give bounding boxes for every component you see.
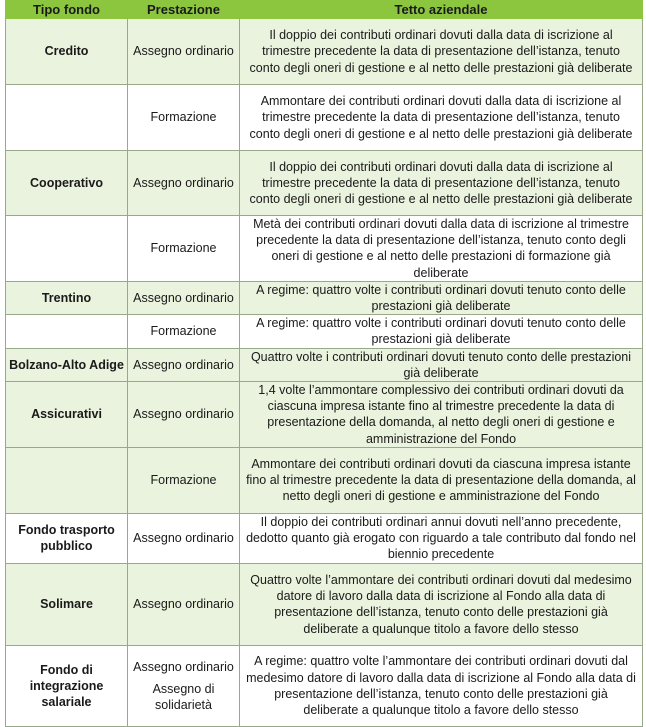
- company-cap-text: 1,4 volte l’ammontare complessivo dei contributi ordinari dovuti da ciascuna impresa istante fino al trimestre precedente la data di presentazione della domanda, al netto degli oneri di gestione e amministrazione del Fondo: [240, 382, 643, 448]
- service-name: Formazione: [128, 315, 240, 348]
- company-cap-text: Quattro volte i contributi ordinari dovuti tenuto conto delle prestazioni già deliberate: [240, 348, 643, 381]
- fund-name: Fondo trasporto pubblico: [6, 513, 128, 563]
- service-name: Formazione: [128, 85, 240, 151]
- table-row: [6, 216, 643, 282]
- header-tetto-aziendale: Tetto aziendale: [240, 1, 643, 19]
- fund-name: Credito: [6, 19, 128, 85]
- service-cell: [128, 645, 240, 726]
- table-row: [6, 348, 643, 381]
- service-name-secondary: Assegno di solidarietà: [152, 681, 215, 712]
- table-row: [6, 447, 643, 513]
- fund-name: [6, 315, 128, 348]
- fund-name: [6, 216, 128, 282]
- company-cap-text: Il doppio dei contributi ordinari annui dovuti nell’anno precedente, dedotto quanto già erogato con riguardo a tale contributo dal fondo nel biennio precedente: [240, 513, 643, 563]
- company-cap-text: Ammontare dei contributi ordinari dovuti da ciascuna impresa istante fino al trimestre precedente la data di presentazione della domanda, al netto degli oneri di gestione e amministrazione del Fondo: [240, 447, 643, 513]
- company-cap-text: Ammontare dei contributi ordinari dovuti dalla data di iscrizione al trimestre precedente la data di presentazione dell’istanza, tenuto conto degli oneri di gestione e al netto delle prestazioni già deliberate: [240, 85, 643, 151]
- table-row: [6, 513, 643, 563]
- company-cap-text: Metà dei contributi ordinari dovuti dalla data di iscrizione al trimestre precedente la data di presentazione dell’istanza, tenuto conto degli oneri di gestione e al netto delle prestazioni di formazione già deliberate: [240, 216, 643, 282]
- fund-name: [6, 447, 128, 513]
- service-name: Assegno ordinario: [128, 382, 240, 448]
- company-cap-text: Il doppio dei contributi ordinari dovuti dalla data di iscrizione al trimestre precedente la data di presentazione dell’istanza, tenuto conto degli oneri di gestione e al netto delle prestazioni già deliberate: [240, 151, 643, 216]
- table-header-row: [6, 1, 643, 19]
- service-name: Assegno ordinario: [128, 151, 240, 216]
- table-row: [6, 85, 643, 151]
- fund-name: Assicurativi: [6, 382, 128, 448]
- company-cap-text: Il doppio dei contributi ordinari dovuti dalla data di iscrizione al trimestre precedente la data di presentazione dell’istanza, tenuto conto degli oneri di gestione e al netto delle prestazioni già deliberate: [240, 19, 643, 85]
- company-cap-text: Quattro volte l’ammontare dei contributi ordinari dovuti dal medesimo datore di lavoro dalla data di iscrizione al Fondo alla data di presentazione dell’istanza, tenuto conto delle prestazioni già deliberate a qualunque titolo a favore dello stesso: [240, 563, 643, 645]
- fund-cap-table: [5, 0, 643, 727]
- service-name: Assegno ordinario: [128, 281, 240, 314]
- fund-name: [6, 85, 128, 151]
- fund-name: Solimare: [6, 563, 128, 645]
- fund-name: Cooperativo: [6, 151, 128, 216]
- table-row: [6, 281, 643, 314]
- company-cap-text: A regime: quattro volte i contributi ordinari dovuti tenuto conto delle prestazioni già deliberate: [240, 315, 643, 348]
- service-name: Assegno ordinario: [133, 659, 234, 674]
- table-row: [6, 315, 643, 348]
- fund-name: Trentino: [6, 281, 128, 314]
- fund-name: Bolzano-Alto Adige: [6, 348, 128, 381]
- service-name: Formazione: [128, 447, 240, 513]
- table-row: [6, 151, 643, 216]
- fund-name: Fondo di integrazione salariale: [6, 645, 128, 726]
- service-name: Assegno ordinario: [128, 563, 240, 645]
- table-row: [6, 382, 643, 448]
- header-prestazione: Prestazione: [128, 1, 240, 19]
- service-name: Assegno ordinario: [128, 348, 240, 381]
- company-cap-text: A regime: quattro volte l’ammontare dei contributi ordinari dovuti dal medesimo datore di lavoro dalla data di iscrizione al Fondo alla data di presentazione dell’istanza, tenuto conto delle prestazioni già deliberate a qualunque titolo a favore dello stesso: [240, 645, 643, 726]
- service-name: Formazione: [128, 216, 240, 282]
- table-row: [6, 563, 643, 645]
- service-name: Assegno ordinario: [128, 19, 240, 85]
- table-row: [6, 19, 643, 85]
- table-row: [6, 645, 643, 726]
- service-name: Assegno ordinario: [128, 513, 240, 563]
- header-tipo-fondo: Tipo fondo: [6, 1, 128, 19]
- company-cap-text: A regime: quattro volte i contributi ordinari dovuti tenuto conto delle prestazioni già deliberate: [240, 281, 643, 314]
